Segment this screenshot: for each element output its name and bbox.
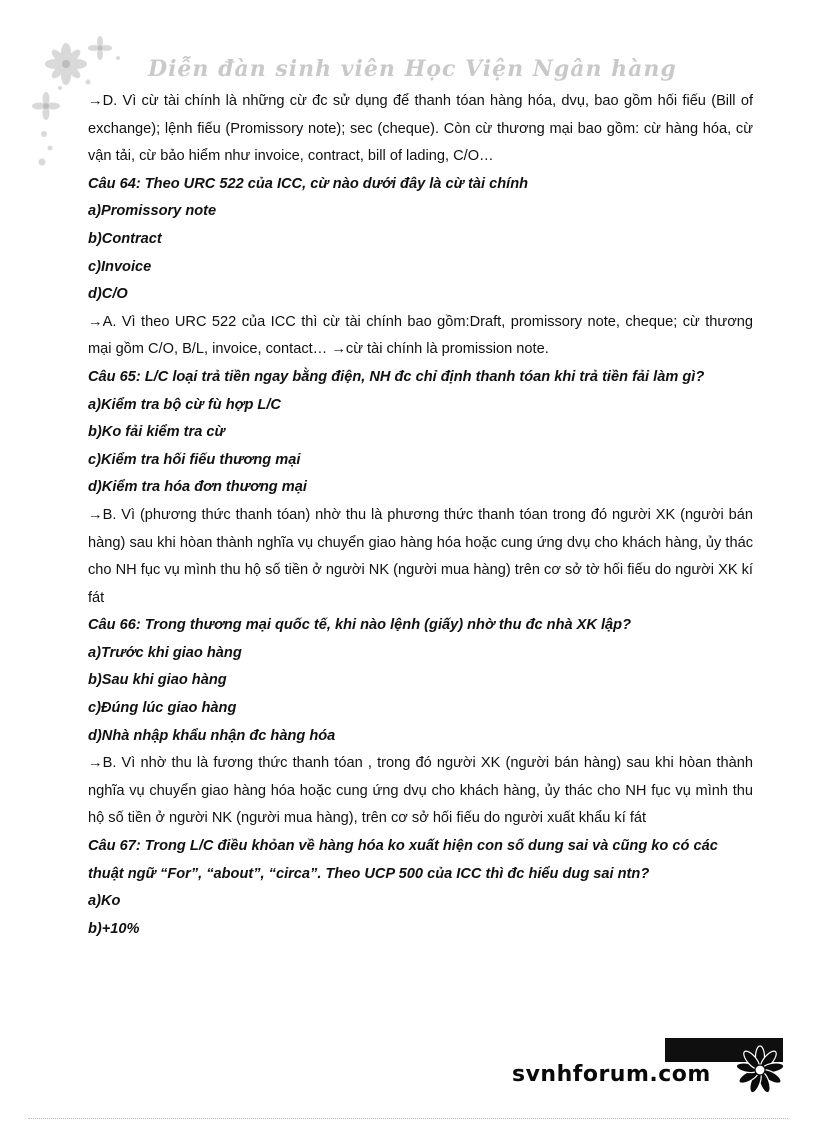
answer-option: a)Promissory note (88, 203, 217, 220)
arrow-icon: → (88, 506, 103, 523)
arrow-icon: → (88, 755, 103, 772)
header-watermark-title: Diễn đàn sinh viên Học Viện Ngân hàng (148, 56, 677, 82)
answer-option: b)Ko fải kiểm tra cừ (88, 424, 225, 441)
answer-option: a)Trước khi giao hàng (88, 644, 242, 661)
answer-option: c)Kiểm tra hối fiếu thương mại (88, 451, 301, 468)
bottom-divider (28, 1118, 788, 1119)
answer-paragraph (88, 88, 753, 171)
answer-text: D. Vì cừ tài chính là những cừ đc sử dụng để thanh tóan hàng hóa, dvụ, bao gồm hối fiếu (Bill of exchange); lệnh fiếu (Promissory note); sec (cheque). Còn cừ thương mại bao gồm: cừ hàng hóa, cừ vận tải, cừ bảo hiểm như invoice, contract, bill of lading, C/O… (88, 93, 753, 165)
answer-option: c)Đúng lúc giao hàng (88, 700, 237, 717)
answer-paragraph (88, 502, 753, 612)
answer-option: c)Invoice (88, 258, 152, 275)
answer-text: A. Vì theo URC 522 của ICC thì cừ tài chính bao gồm:Draft, promissory note, cheque; cừ thương mại gồm C/O, B/L, invoice, contact… →cừ tài chính là promission note. (88, 313, 753, 358)
answer-option: b)Contract (88, 230, 162, 247)
footer-flower-icon (726, 1044, 792, 1094)
question-heading: Câu 64: Theo URC 522 của ICC, cừ nào dưới đây là cừ tài chính (88, 175, 529, 192)
answer-text: B. Vì nhờ thu là fương thức thanh tóan , trong đó người XK (người bán hàng) sau khi hòan thành nghĩa vụ chuyển giao hàng hóa hoặc cung ứng dvụ cho khách hàng, ủy thác cho NH fục vụ mình thu hộ số tiền ở người NK (người mua hàng), trên cơ sở hối fiếu do người xuất khẩu kí fát (88, 755, 753, 827)
footer-logo (508, 1036, 788, 1096)
question-heading: Câu 65: L/C loại trả tiền ngay bằng điện, NH đc chỉ định thanh tóan khi trả tiền fải làm gì? (88, 368, 705, 385)
question-heading: Câu 66: Trong thương mại quốc tế, khi nào lệnh (giấy) nhờ thu đc nhà XK lập? (88, 617, 631, 634)
answer-option: d)Nhà nhập khẩu nhận đc hàng hóa (88, 727, 336, 744)
answer-option: a)Kiểm tra bộ cừ fù hợp L/C (88, 396, 281, 413)
arrow-icon: → (88, 93, 103, 109)
footer-logo-text: svnhforum.com (512, 1062, 711, 1087)
answer-text: B. Vì (phương thức thanh tóan) nhờ thu là phương thức thanh tóan trong đó người XK (người bán hàng) sau khi hòan thành nghĩa vụ chuyển giao hàng hóa hoặc cung ứng dvụ cho khách hàng, ủy thác cho NH fục vụ mình thu hộ số tiền ở người NK (người mua hàng) trên cơ sở tờ hối fiếu do người XK kí fát (88, 506, 753, 606)
answer-option: a)Ko (88, 893, 121, 910)
arrow-icon: → (88, 313, 103, 330)
document-body (88, 88, 753, 943)
answer-paragraph (88, 309, 753, 364)
answer-option: b)Sau khi giao hàng (88, 672, 227, 689)
answer-option: b)+10% (88, 920, 140, 937)
question-heading: Câu 67: Trong L/C điều khỏan về hàng hóa ko xuất hiện con số dung sai và cũng ko có các thuật ngữ “For”, “about”, “circa”. Theo UCP 500 của ICC thì đc hiểu dug sai ntn? (88, 838, 718, 882)
answer-option: d)C/O (88, 286, 128, 303)
answer-paragraph (88, 750, 753, 833)
answer-option: d)Kiểm tra hóa đơn thương mại (88, 479, 307, 496)
